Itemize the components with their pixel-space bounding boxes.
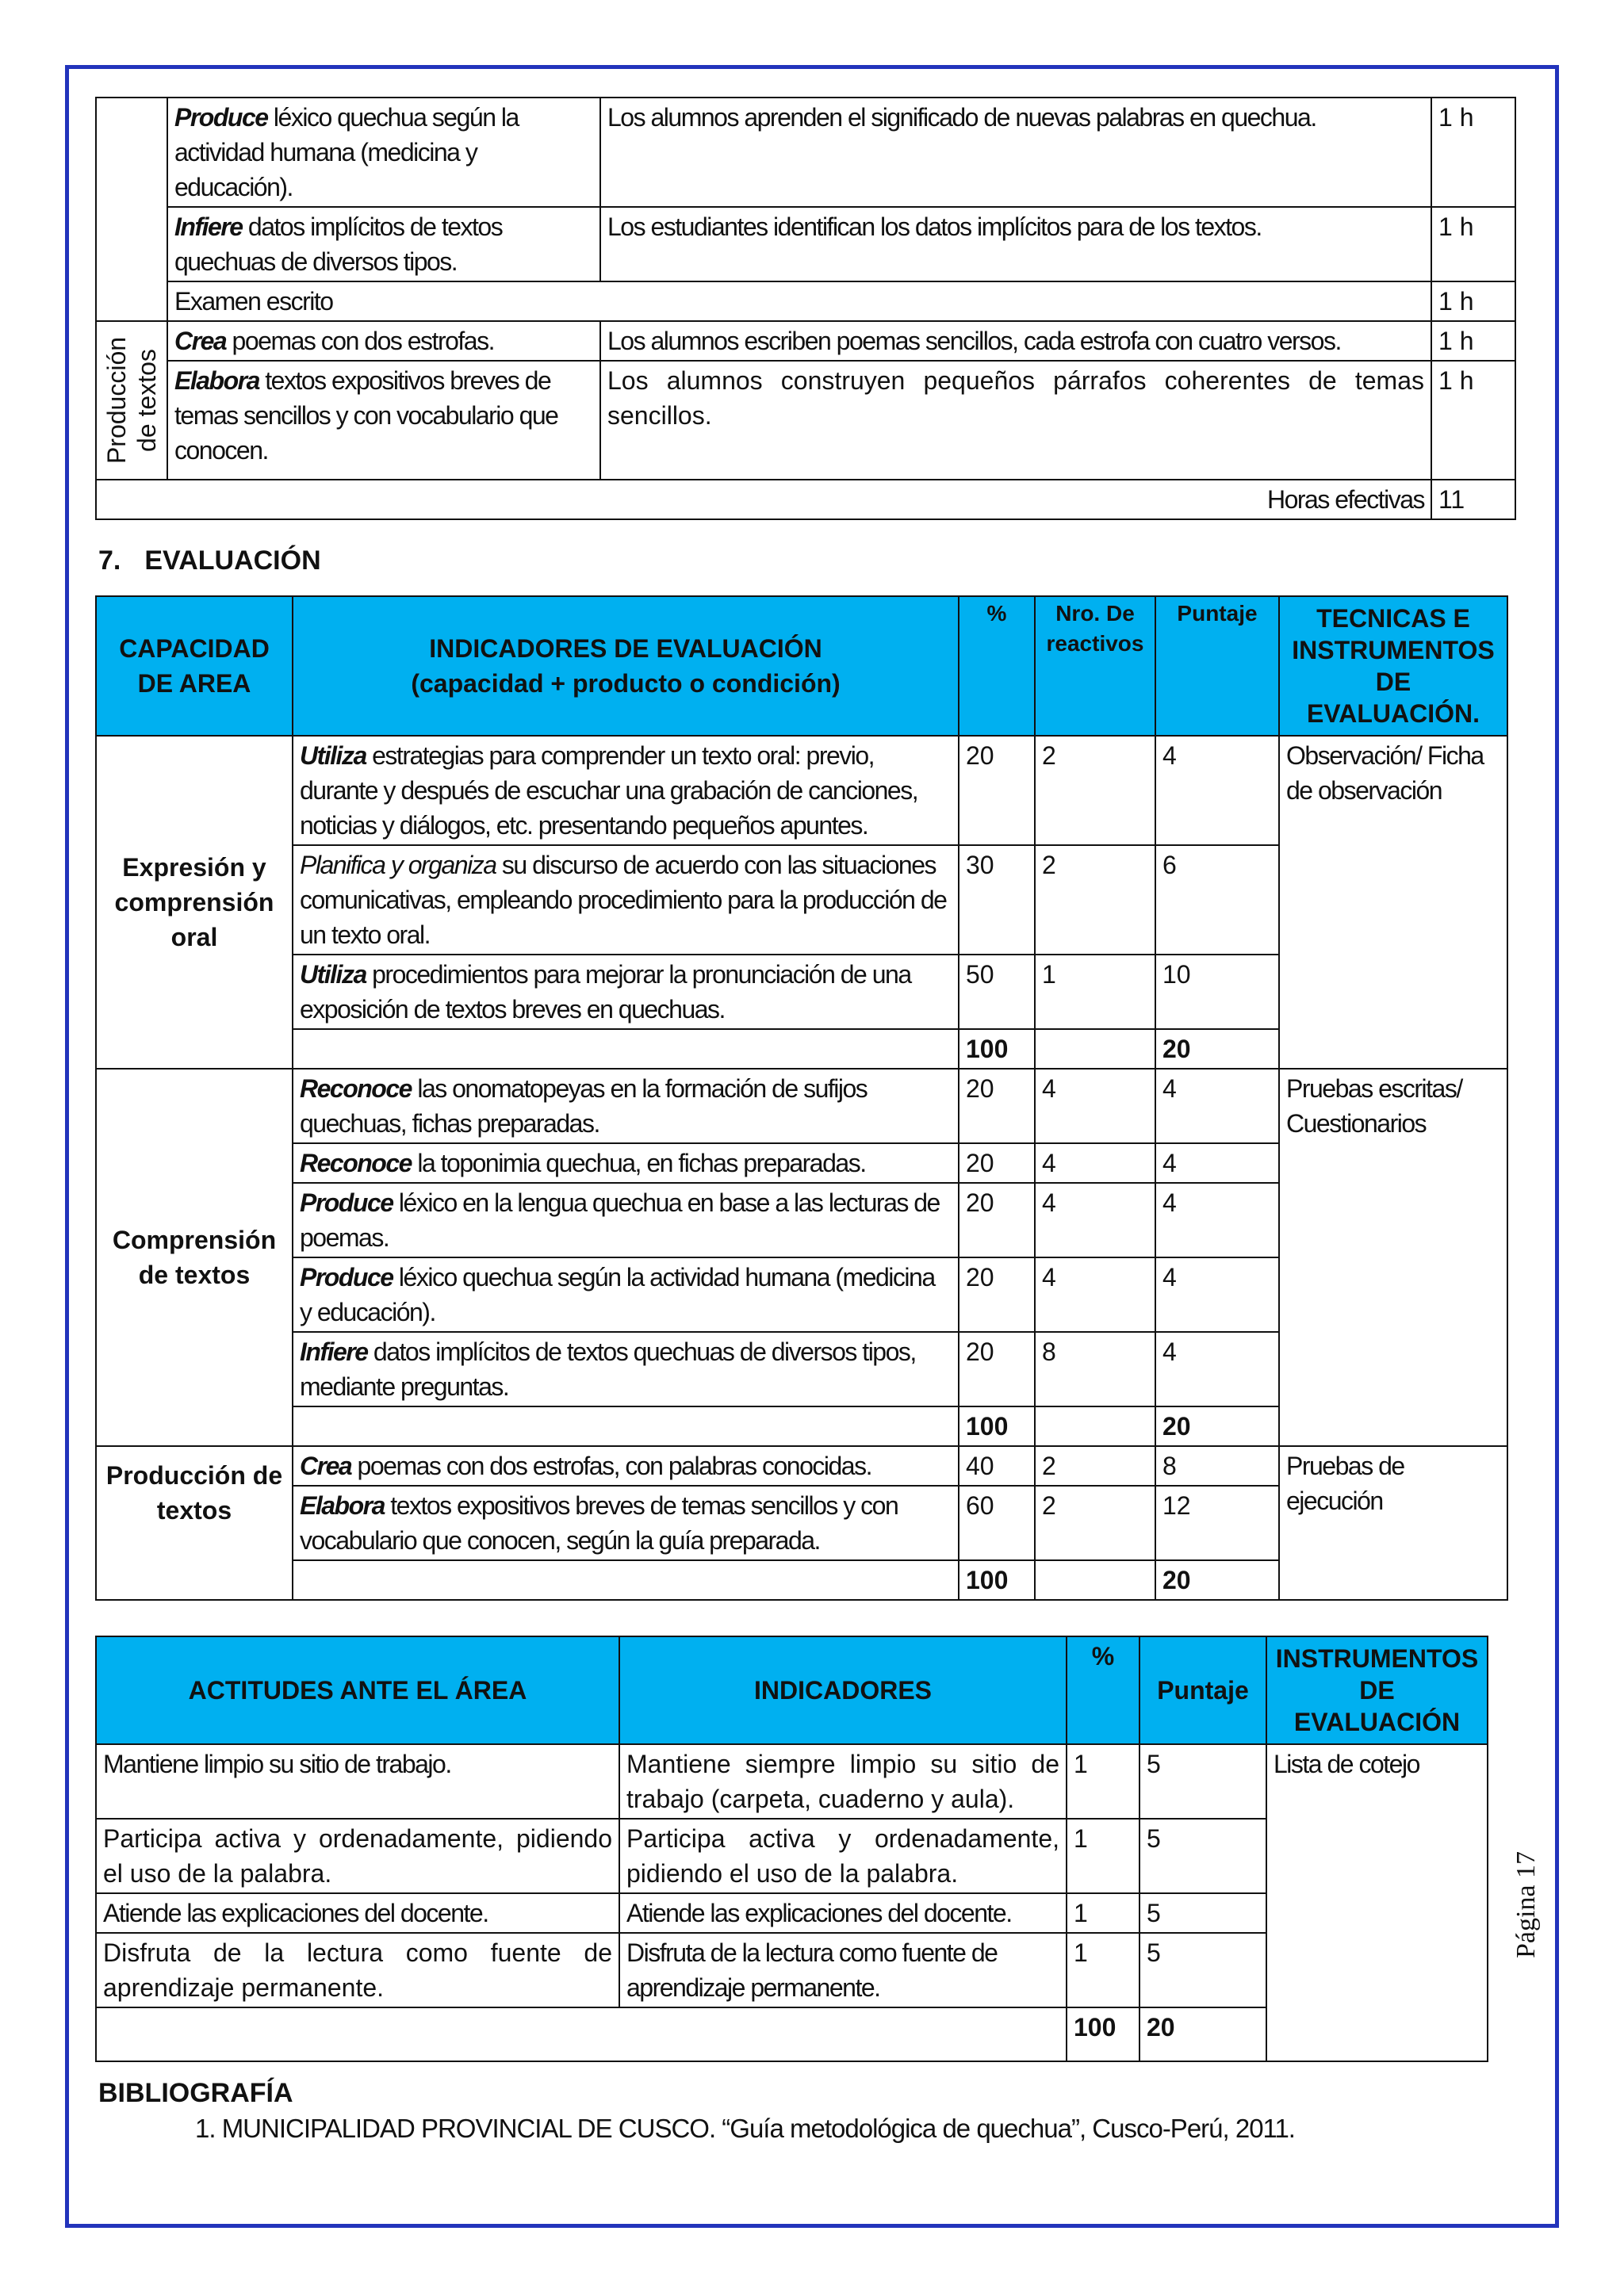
indicator-cell <box>293 955 959 1029</box>
percent-cell: 20 <box>959 1069 1035 1143</box>
indicator-text: poemas con dos estrofas, con palabras conocidas. <box>351 1452 871 1480</box>
reactivos-cell: 1 <box>1035 955 1155 1029</box>
produccion-label <box>102 337 162 464</box>
empty-cell <box>1035 1406 1155 1446</box>
produccion-label-cell <box>96 321 167 480</box>
indicator-text: procedimientos para mejorar la pronunciación de una exposición de textos breves en quechuas. <box>300 960 911 1024</box>
percent-cell: 1 <box>1067 1933 1139 2007</box>
header-instrumentos: INSTRUMENTOS DE EVALUACIÓN <box>1266 1636 1488 1744</box>
capacidad-cell: Producción de textos <box>96 1446 293 1600</box>
empty-cell <box>293 1560 959 1600</box>
time-cell: 1 h <box>1431 361 1515 480</box>
header-line: (capacidad + producto o condición) <box>411 669 841 698</box>
table-row <box>96 361 1515 480</box>
bibliography-item: 1. MUNICIPALIDAD PROVINCIAL DE CUSCO. “Guía metodológica de quechua”, Cusco-Perú, 2011. <box>195 2114 1295 2143</box>
indicator-text: su discurso de acuerdo con las situaciones comunicativas, empleando procedimiento para la producción de un texto oral. <box>300 851 947 949</box>
instrumento-cell: Lista de cotejo <box>1266 1744 1488 2061</box>
verb: Elabora <box>174 366 259 395</box>
indicator-cell <box>293 1257 959 1332</box>
indicador-cell: Participa activa y ordenadamente, pidiendo el uso de la palabra. <box>619 1819 1067 1893</box>
actitud-cell: Mantiene limpio su sitio de trabajo. <box>96 1744 619 1819</box>
reactivos-cell: 4 <box>1035 1069 1155 1143</box>
tecnica-cell: Pruebas escritas/ Cuestionarios <box>1279 1069 1507 1446</box>
puntaje-cell: 10 <box>1155 955 1279 1029</box>
percent-cell: 20 <box>959 1257 1035 1332</box>
percent-cell: 20 <box>959 736 1035 845</box>
header-percent: % <box>1067 1636 1139 1744</box>
label-line: Producción <box>102 336 131 465</box>
empty-cell <box>96 98 167 321</box>
puntaje-cell: 12 <box>1155 1486 1279 1560</box>
section-heading: EVALUACIÓN <box>144 545 321 576</box>
indicator-text: léxico quechua según la actividad humana (medicina y educación). <box>174 103 519 201</box>
puntaje-cell: 5 <box>1139 1893 1266 1933</box>
description-cell: Los alumnos aprenden el significado de nuevas palabras en quechua. <box>600 98 1431 207</box>
indicator-text: textos expositivos breves de temas sencillos y con vocabulario que conocen. <box>174 366 558 465</box>
header-indicadores: INDICADORES <box>619 1636 1067 1744</box>
table-row <box>96 1069 1507 1143</box>
bibliography-title: BIBLIOGRAFÍA <box>98 2078 293 2108</box>
percent-cell: 1 <box>1067 1819 1139 1893</box>
capacidad-cell: Expresión y comprensión oral <box>96 736 293 1069</box>
header-capacidad: CAPACIDAD DE AREA <box>96 596 293 736</box>
empty-cell <box>1035 1029 1155 1069</box>
indicator-text: estrategias para comprender un texto oral: previo, durante y después de escuchar una grabación de canciones, noticias y diálogos, etc. presentando pequeños apuntes. <box>300 741 918 840</box>
header-tecnicas: TECNICAS E INSTRUMENTOS DE EVALUACIÓN. <box>1279 596 1507 736</box>
puntaje-cell: 4 <box>1155 1183 1279 1257</box>
indicator-cell <box>293 845 959 955</box>
puntaje-cell: 8 <box>1155 1446 1279 1486</box>
total-percent: 100 <box>959 1406 1035 1446</box>
percent-cell: 1 <box>1067 1893 1139 1933</box>
indicator-text: datos implícitos de textos quechuas de diversos tipos, mediante preguntas. <box>300 1337 916 1401</box>
total-puntaje: 20 <box>1155 1406 1279 1446</box>
header-line: INDICADORES DE EVALUACIÓN <box>429 634 822 663</box>
total-puntaje: 20 <box>1155 1560 1279 1600</box>
section-number: 7. <box>98 545 121 576</box>
reactivos-cell: 2 <box>1035 1446 1155 1486</box>
indicator-cell <box>167 361 600 480</box>
empty-cell <box>96 2007 1067 2061</box>
total-percent: 100 <box>1067 2007 1139 2061</box>
verb: Produce <box>300 1263 393 1292</box>
puntaje-cell: 4 <box>1155 1257 1279 1332</box>
total-puntaje: 20 <box>1139 2007 1266 2061</box>
indicador-cell: Mantiene siempre limpio su sitio de trabajo (carpeta, cuaderno y aula). <box>619 1744 1067 1819</box>
puntaje-cell: 4 <box>1155 1332 1279 1406</box>
header-indicadores <box>293 596 959 736</box>
verb: Utiliza <box>300 741 366 770</box>
indicator-cell <box>293 1446 959 1486</box>
table-row <box>96 98 1515 207</box>
indicator-cell <box>293 1332 959 1406</box>
verb: Produce <box>174 103 268 132</box>
exam-cell: Examen escrito <box>167 281 1431 321</box>
header-row <box>96 596 1507 736</box>
table-row <box>96 281 1515 321</box>
indicator-text: poemas con dos estrofas. <box>226 327 494 355</box>
actitud-cell: Atiende las explicaciones del docente. <box>96 1893 619 1933</box>
reactivos-cell: 8 <box>1035 1332 1155 1406</box>
indicator-cell <box>167 321 600 361</box>
table-row <box>96 736 1507 845</box>
indicator-cell <box>293 736 959 845</box>
indicator-text: datos implícitos de textos quechuas de diversos tipos. <box>174 212 503 276</box>
indicator-cell <box>167 98 600 207</box>
verb: Crea <box>300 1452 352 1480</box>
puntaje-cell: 4 <box>1155 736 1279 845</box>
table-row <box>96 1446 1507 1486</box>
percent-cell: 20 <box>959 1143 1035 1183</box>
percent-cell: 1 <box>1067 1744 1139 1819</box>
verb: Infiere <box>300 1337 368 1366</box>
time-cell: 1 h <box>1431 98 1515 207</box>
indicator-cell <box>167 207 600 281</box>
page-content <box>95 97 1515 2144</box>
header-reactivos: Nro. De reactivos <box>1035 596 1155 736</box>
total-percent: 100 <box>959 1560 1035 1600</box>
indicator-text: las onomatopeyas en la formación de sufijos quechuas, fichas preparadas. <box>300 1074 868 1138</box>
attitudes-table <box>95 1636 1488 2062</box>
actitud-cell: Participa activa y ordenadamente, pidiendo el uso de la palabra. <box>96 1819 619 1893</box>
table-row <box>96 321 1515 361</box>
verb: Utiliza <box>300 960 366 989</box>
reactivos-cell: 4 <box>1035 1183 1155 1257</box>
program-table <box>95 97 1516 520</box>
indicator-cell <box>293 1183 959 1257</box>
puntaje-cell: 4 <box>1155 1143 1279 1183</box>
evaluation-table <box>95 595 1508 1601</box>
table-row <box>96 480 1515 519</box>
description-cell: Los alumnos construyen pequeños párrafos coherentes de temas sencillos. <box>600 361 1431 480</box>
percent-cell: 60 <box>959 1486 1035 1560</box>
puntaje-cell: 5 <box>1139 1933 1266 2007</box>
reactivos-cell: 2 <box>1035 845 1155 955</box>
indicator-cell <box>293 1486 959 1560</box>
verb: Infiere <box>174 212 243 241</box>
capacidad-cell: Comprensión de textos <box>96 1069 293 1446</box>
tecnica-cell: Pruebas de ejecución <box>1279 1446 1507 1600</box>
indicator-text: la toponimia quechua, en fichas preparadas. <box>411 1149 866 1177</box>
percent-cell: 20 <box>959 1332 1035 1406</box>
header-row <box>96 1636 1488 1744</box>
empty-cell <box>1035 1560 1155 1600</box>
indicator-text: léxico quechua según la actividad humana (medicina y educación). <box>300 1263 935 1326</box>
indicator-text: textos expositivos breves de temas sencillos y con vocabulario que conocen, según la guía preparada. <box>300 1491 898 1555</box>
header-puntaje: Puntaje <box>1155 596 1279 736</box>
verb: Planifica y organiza <box>300 851 496 879</box>
percent-cell: 20 <box>959 1183 1035 1257</box>
actitud-cell: Disfruta de la lectura como fuente de aprendizaje permanente. <box>96 1933 619 2007</box>
verb: Crea <box>174 327 227 355</box>
total-value: 11 <box>1431 480 1515 519</box>
section-title <box>98 545 1515 576</box>
indicator-cell <box>293 1069 959 1143</box>
indicador-cell: Disfruta de la lectura como fuente de aprendizaje permanente. <box>619 1933 1067 2007</box>
description-cell: Los alumnos escriben poemas sencillos, cada estrofa con cuatro versos. <box>600 321 1431 361</box>
header-puntaje: Puntaje <box>1139 1636 1266 1744</box>
header-actitudes: ACTITUDES ANTE EL ÁREA <box>96 1636 619 1744</box>
empty-cell <box>293 1029 959 1069</box>
time-cell: 1 h <box>1431 207 1515 281</box>
verb: Produce <box>300 1188 393 1217</box>
reactivos-cell: 4 <box>1035 1143 1155 1183</box>
percent-cell: 30 <box>959 845 1035 955</box>
time-cell: 1 h <box>1431 281 1515 321</box>
header-percent: % <box>959 596 1035 736</box>
puntaje-cell: 4 <box>1155 1069 1279 1143</box>
page-number: Página 17 <box>1511 1850 1541 1958</box>
total-puntaje: 20 <box>1155 1029 1279 1069</box>
puntaje-cell: 6 <box>1155 845 1279 955</box>
indicador-cell: Atiende las explicaciones del docente. <box>619 1893 1067 1933</box>
empty-cell <box>293 1406 959 1446</box>
indicator-cell <box>293 1143 959 1183</box>
puntaje-cell: 5 <box>1139 1744 1266 1819</box>
description-cell: Los estudiantes identifican los datos implícitos para de los textos. <box>600 207 1431 281</box>
total-percent: 100 <box>959 1029 1035 1069</box>
percent-cell: 50 <box>959 955 1035 1029</box>
total-label: Horas efectivas <box>96 480 1431 519</box>
label-line: de textos <box>132 349 161 452</box>
table-row <box>96 207 1515 281</box>
verb: Reconoce <box>300 1074 412 1103</box>
percent-cell: 40 <box>959 1446 1035 1486</box>
reactivos-cell: 2 <box>1035 1486 1155 1560</box>
verb: Reconoce <box>300 1149 412 1177</box>
reactivos-cell: 4 <box>1035 1257 1155 1332</box>
verb: Elabora <box>300 1491 385 1520</box>
table-row <box>96 1744 1488 1819</box>
tecnica-cell: Observación/ Ficha de observación <box>1279 736 1507 1069</box>
reactivos-cell: 2 <box>1035 736 1155 845</box>
indicator-text: léxico en la lengua quechua en base a las lecturas de poemas. <box>300 1188 940 1252</box>
time-cell: 1 h <box>1431 321 1515 361</box>
puntaje-cell: 5 <box>1139 1819 1266 1893</box>
